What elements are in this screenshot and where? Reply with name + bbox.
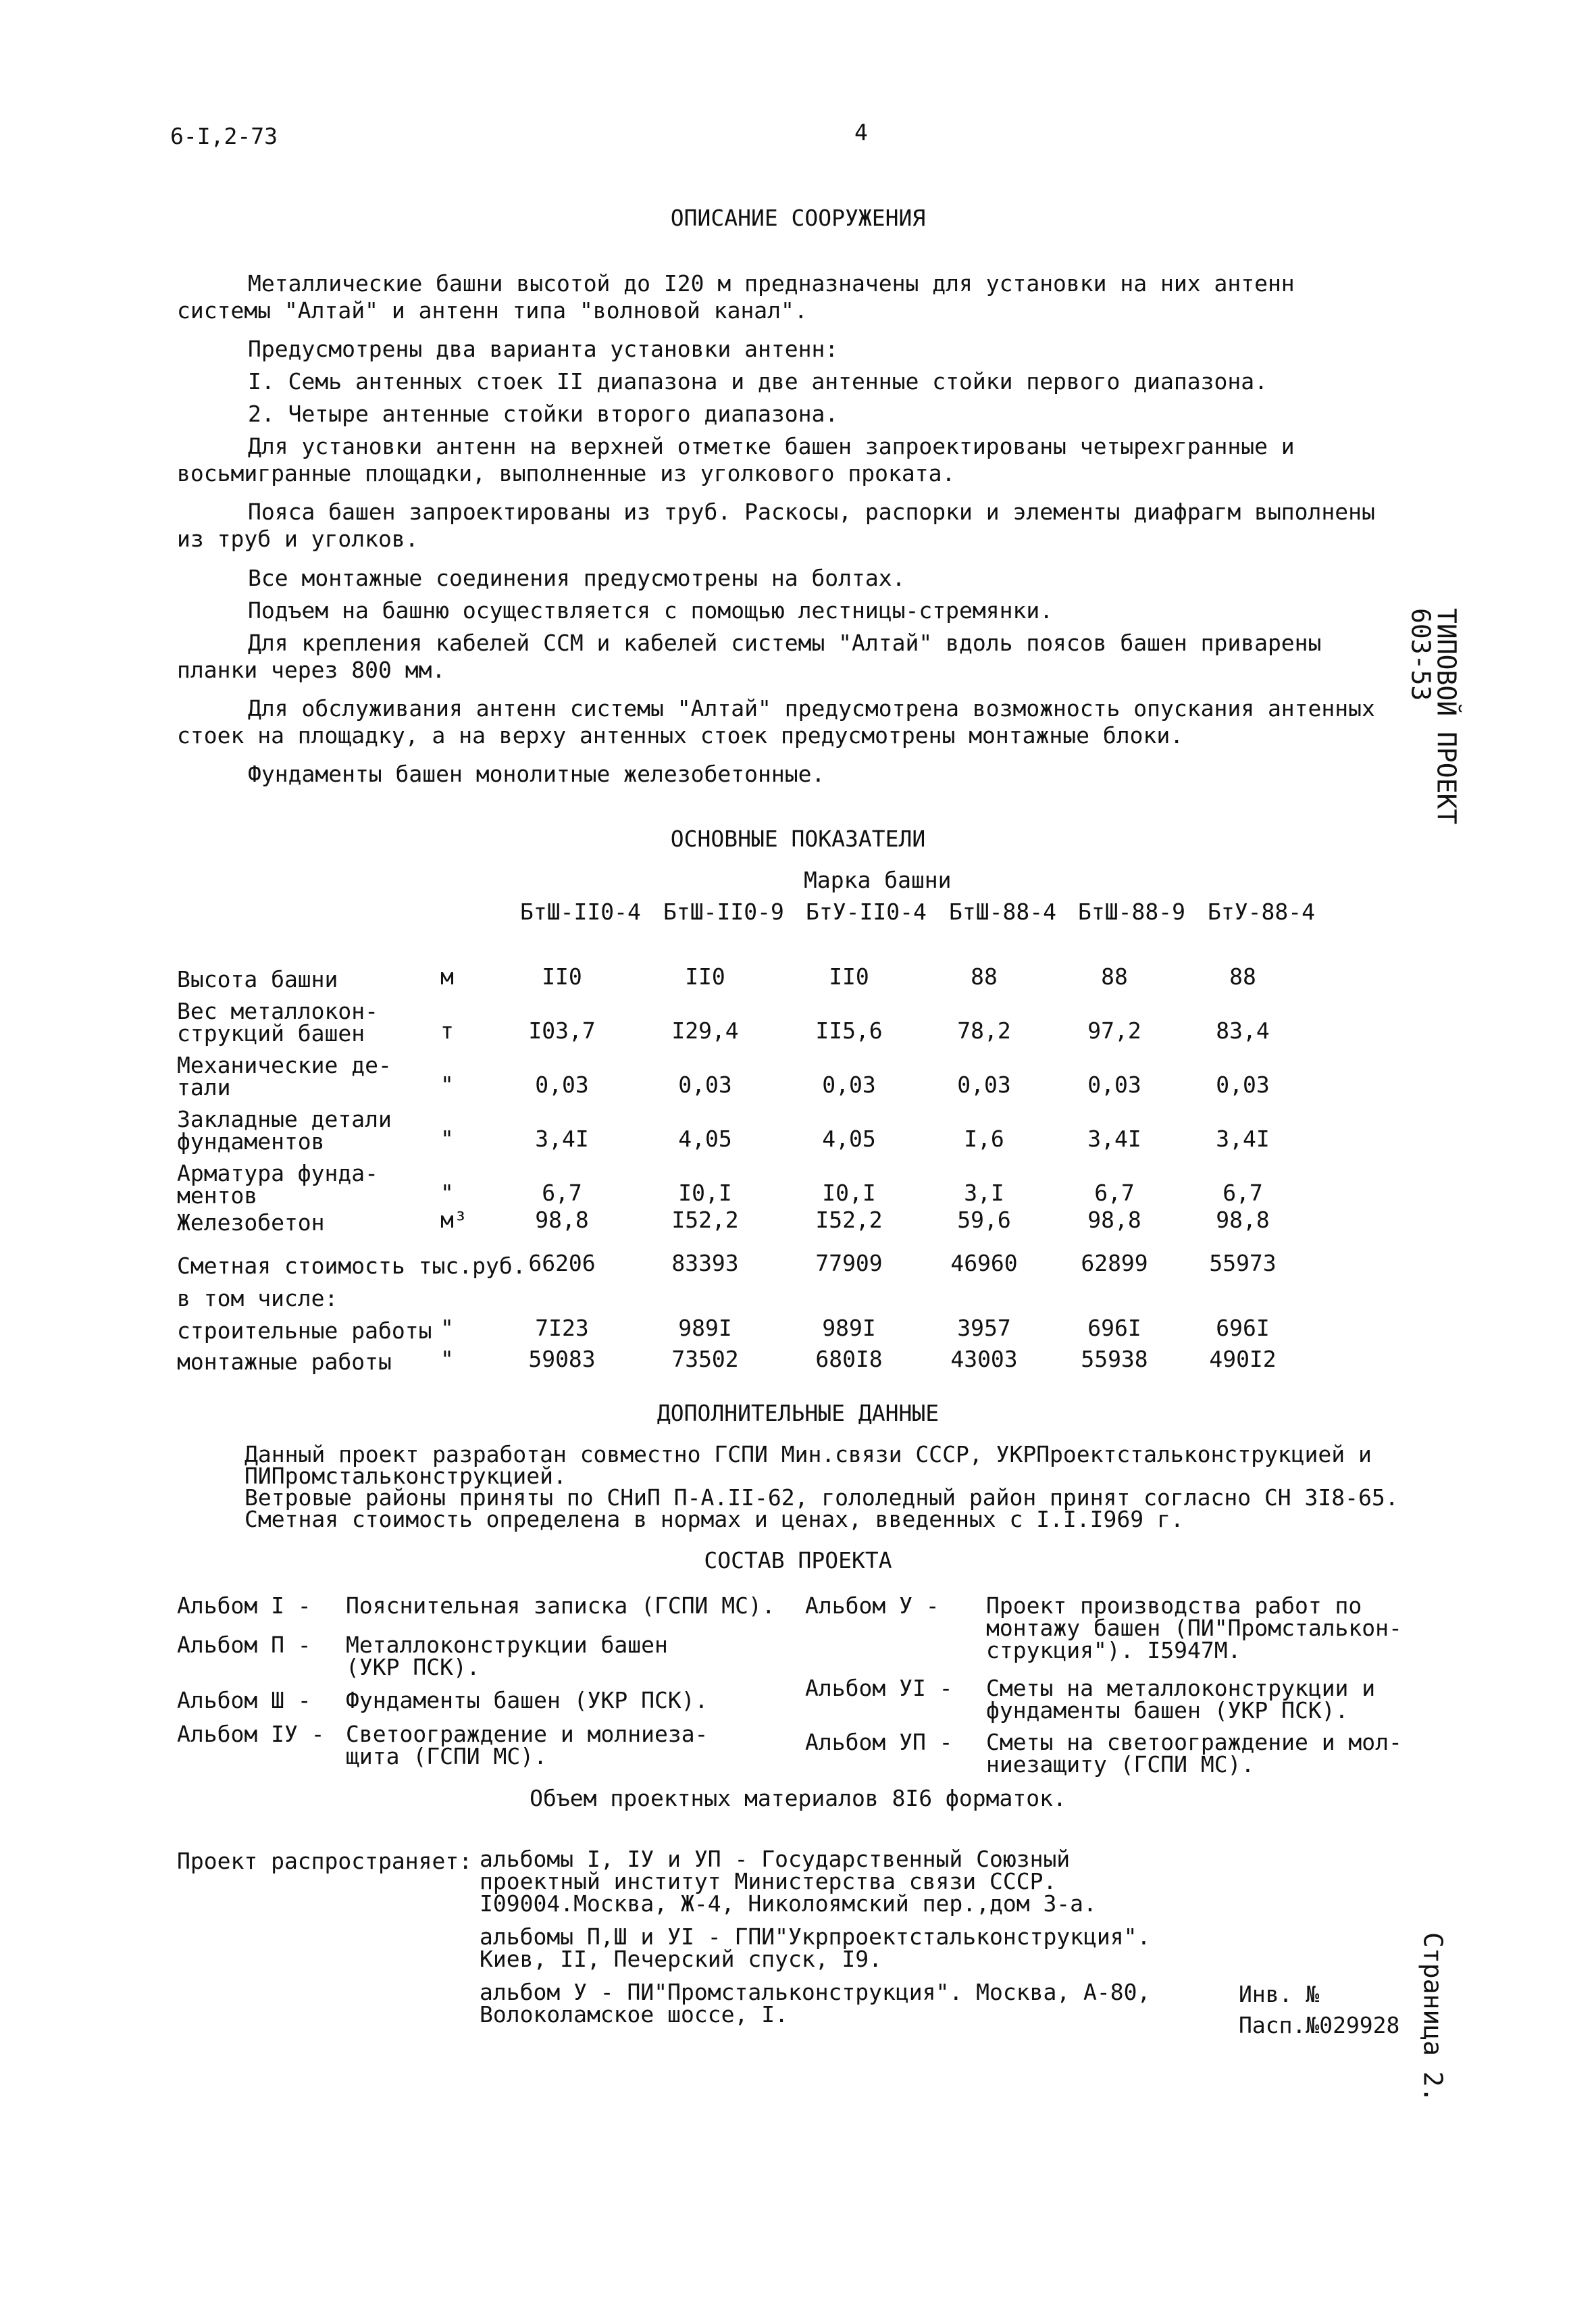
table-row <box>177 990 1393 1045</box>
column-header: БтШ-88-9 <box>1078 899 1185 925</box>
table-row <box>177 1099 1393 1153</box>
section-title-composition: СОСТАВ ПРОЕКТА <box>704 1547 892 1574</box>
cell: 98,8 <box>535 1207 589 1234</box>
cell: I52,2 <box>671 1207 739 1234</box>
paragraph: Для обслуживания антенн системы "Алтай" предусмотрена возможность опускания антенных стоек на площадку, а на верху антенных стоек предусмотрены монтажные блоки. <box>177 695 1375 749</box>
cell: 4,05 <box>678 1126 732 1153</box>
cell: 989I <box>678 1315 732 1342</box>
distribution-block: альбомы П,Ш и УI - ГПИ"Укрпроектстальконструкция". Киев, II, Печерский спуск, I9. <box>480 1923 1151 1972</box>
table-row <box>177 1319 1393 1373</box>
row-unit: " <box>440 1346 454 1373</box>
row-unit: м³ <box>440 1207 467 1234</box>
side-page-stamp: Страница 2. <box>1418 1932 1448 2103</box>
cell: II0 <box>542 963 582 990</box>
distribution-block: альбомы I, IУ и УП - Государственный Союзный проектный институт Министерства связи СССР. I09004.Москва, Ж-4, Николоямский пер.,дом 3-а. <box>480 1846 1097 1917</box>
cell: II5,6 <box>815 1017 883 1045</box>
passport-number: Пасп.№029928 <box>1239 2012 1400 2038</box>
cell: 77909 <box>815 1250 883 1277</box>
cell: 3,4I <box>1087 1126 1141 1153</box>
column-header: БтУ-88-4 <box>1208 899 1315 925</box>
row-label: монтажные работы <box>177 1349 392 1375</box>
album-text: Пояснительная записка (ГСПИ МС). <box>346 1592 775 1619</box>
album-text: Фундаменты башен (УКР ПСК). <box>346 1687 709 1713</box>
cell: 73502 <box>671 1346 739 1373</box>
table-row <box>177 936 1393 990</box>
cell: I52,2 <box>815 1207 883 1234</box>
cell: 97,2 <box>1087 1017 1141 1045</box>
album-text: Светоограждение и молниеза- щита (ГСПИ МС). <box>346 1721 709 1769</box>
album-label: Альбом УП - <box>805 1729 953 1755</box>
distribution-label: Проект распространяет: <box>177 1848 473 1874</box>
row-unit: " <box>440 1180 454 1207</box>
album-text: Сметы на металлоконструкции и фундаменты башен (УКР ПСК). <box>986 1675 1376 1724</box>
paragraph: I. Семь антенных стоек II диапазона и две антенные стойки первого диапазона. <box>248 368 1268 395</box>
cell: 3,4I <box>535 1126 589 1153</box>
cell: 696I <box>1087 1315 1141 1342</box>
additional-line: Данный проект разработан совместно ГСПИ Мин.связи СССР, УКРПроектстальконструкцией и <box>244 1441 1372 1467</box>
side-project-number: 603-53 <box>1406 608 1436 701</box>
cell: 680I8 <box>815 1346 883 1373</box>
album-label: Альбом УI - <box>805 1675 953 1701</box>
cell: 83,4 <box>1216 1017 1270 1045</box>
cell: 98,8 <box>1216 1207 1270 1234</box>
section-title-description: ОПИСАНИЕ СООРУЖЕНИЯ <box>670 205 926 231</box>
row-label: Сметная стоимость тыс.руб. <box>177 1253 526 1279</box>
doc-code: 6-I,2-73 <box>170 123 278 149</box>
row-label: Арматура фунда- ментов <box>177 1160 379 1209</box>
cell: 88 <box>1101 963 1128 990</box>
cell: 0,03 <box>1216 1072 1270 1099</box>
cell: 59,6 <box>957 1207 1011 1234</box>
row-label: Механические де- тали <box>177 1052 392 1101</box>
cell: 55938 <box>1081 1346 1148 1373</box>
row-label: Вес металлокон- струкций башен <box>177 998 379 1047</box>
album-text: Проект производства работ по монтажу башен (ПИ"Промсталькон- струкция"). I5947М. <box>986 1592 1402 1663</box>
cell: I03,7 <box>528 1017 596 1045</box>
cell: 66206 <box>528 1250 596 1277</box>
album-label: Альбом П - <box>177 1632 311 1658</box>
cell: 46960 <box>950 1250 1018 1277</box>
cell: 55973 <box>1209 1250 1277 1277</box>
distribution-block: альбом У - ПИ"Промстальконструкция". Москва, А-80, Волоколамское шоссе, I. <box>480 1979 1151 2028</box>
section-title-indicators: ОСНОВНЫЕ ПОКАЗАТЕЛИ <box>670 826 926 852</box>
cell: 6,7 <box>1094 1180 1135 1207</box>
cell: 3,4I <box>1216 1126 1270 1153</box>
side-project-title: ТИПОВОЙ ПРОЕКТ <box>1431 608 1462 825</box>
cell: 490I2 <box>1209 1346 1277 1373</box>
cell: 0,03 <box>957 1072 1011 1099</box>
paragraph: Пояса башен запроектированы из труб. Раскосы, распорки и элементы диафрагм выполнены из труб и уголков. <box>177 499 1375 552</box>
album-label: Альбом I - <box>177 1592 311 1619</box>
row-unit: т <box>440 1017 454 1045</box>
cell: I29,4 <box>671 1017 739 1045</box>
cell: II0 <box>829 963 869 990</box>
cell: 0,03 <box>535 1072 589 1099</box>
cell: 78,2 <box>957 1017 1011 1045</box>
table-row <box>177 1045 1393 1099</box>
row-label: в том числе: <box>177 1285 338 1311</box>
column-header: БтШ-88-4 <box>949 899 1056 925</box>
additional-line: Ветровые районы приняты по СНиП П-А.II-62, гололедный район принят согласно СН 3I8-65. <box>244 1484 1399 1511</box>
album-label: Альбом IУ - <box>177 1721 325 1747</box>
paragraph: Подъем на башню осуществляется с помощью лестницы-стремянки. <box>248 597 1054 624</box>
paragraph: Металлические башни высотой до I20 м предназначены для установки на них антенн системы "Алтай" и антенн типа "волновой канал". <box>177 270 1295 324</box>
cell: 88 <box>1229 963 1256 990</box>
column-header: БтШ-II0-4 <box>520 899 641 925</box>
album-text: Металлоконструкции башен (УКР ПСК). <box>346 1632 668 1680</box>
album-label: Альбом У - <box>805 1592 939 1619</box>
cell: 6,7 <box>542 1180 582 1207</box>
cell: 3957 <box>957 1315 1011 1342</box>
table-group-header: Марка башни <box>804 867 952 893</box>
row-label: строительные работы <box>177 1317 432 1344</box>
cell: 59083 <box>528 1346 596 1373</box>
column-header: БтУ-II0-4 <box>806 899 927 925</box>
paragraph: Предусмотрены два варианта установки антенн: <box>248 336 839 362</box>
volume-note: Объем проектных материалов 8I6 форматок. <box>530 1785 1066 1811</box>
cell: 0,03 <box>1087 1072 1141 1099</box>
cell: 3,I <box>964 1180 1004 1207</box>
inventory-number: Инв. № <box>1239 1981 1320 2007</box>
row-unit: " <box>440 1315 454 1342</box>
additional-line: ПИПромстальконструкцией. <box>244 1463 567 1489</box>
row-label: Железобетон <box>177 1209 325 1236</box>
cell: 6,7 <box>1222 1180 1263 1207</box>
additional-line: Сметная стоимость определена в нормах и ценах, введенных с I.I.I969 г. <box>244 1506 1184 1532</box>
cell: II0 <box>685 963 725 990</box>
cell: I0,I <box>678 1180 732 1207</box>
cell: 989I <box>822 1315 876 1342</box>
cell: 4,05 <box>822 1126 876 1153</box>
cell: 88 <box>971 963 998 990</box>
row-unit: " <box>440 1126 454 1153</box>
album-text: Сметы на светоограждение и мол- ниезащиту (ГСПИ МС). <box>986 1729 1402 1778</box>
album-label: Альбом Ш - <box>177 1687 311 1713</box>
paragraph: Для крепления кабелей ССМ и кабелей системы "Алтай" вдоль поясов башен приварены планки через 800 мм. <box>177 630 1322 683</box>
paragraph: Все монтажные соединения предусмотрены на болтах. <box>248 565 906 591</box>
section-title-additional: ДОПОЛНИТЕЛЬНЫЕ ДАННЫЕ <box>657 1400 939 1426</box>
cell: 696I <box>1216 1315 1270 1342</box>
row-unit: " <box>440 1072 454 1099</box>
cell: I,6 <box>964 1126 1004 1153</box>
row-label: Закладные детали фундаментов <box>177 1106 392 1155</box>
cell: I0,I <box>822 1180 876 1207</box>
column-header: БтШ-II0-9 <box>663 899 784 925</box>
page-number: 4 <box>854 119 868 145</box>
cell: 7I23 <box>535 1315 589 1342</box>
row-unit: м <box>440 963 454 990</box>
cell: 43003 <box>950 1346 1018 1373</box>
row-label: Высота башни <box>177 966 338 992</box>
paragraph: Фундаменты башен монолитные железобетонные. <box>248 761 825 787</box>
cell: 0,03 <box>678 1072 732 1099</box>
cell: 83393 <box>671 1250 739 1277</box>
cell: 0,03 <box>822 1072 876 1099</box>
paragraph: 2. Четыре антенные стойки второго диапазона. <box>248 401 839 427</box>
cell: 98,8 <box>1087 1207 1141 1234</box>
cell: 62899 <box>1081 1250 1148 1277</box>
paragraph: Для установки антенн на верхней отметке башен запроектированы четырехгранные и восьмигранные площадки, выполненные из уголкового проката. <box>177 433 1295 486</box>
